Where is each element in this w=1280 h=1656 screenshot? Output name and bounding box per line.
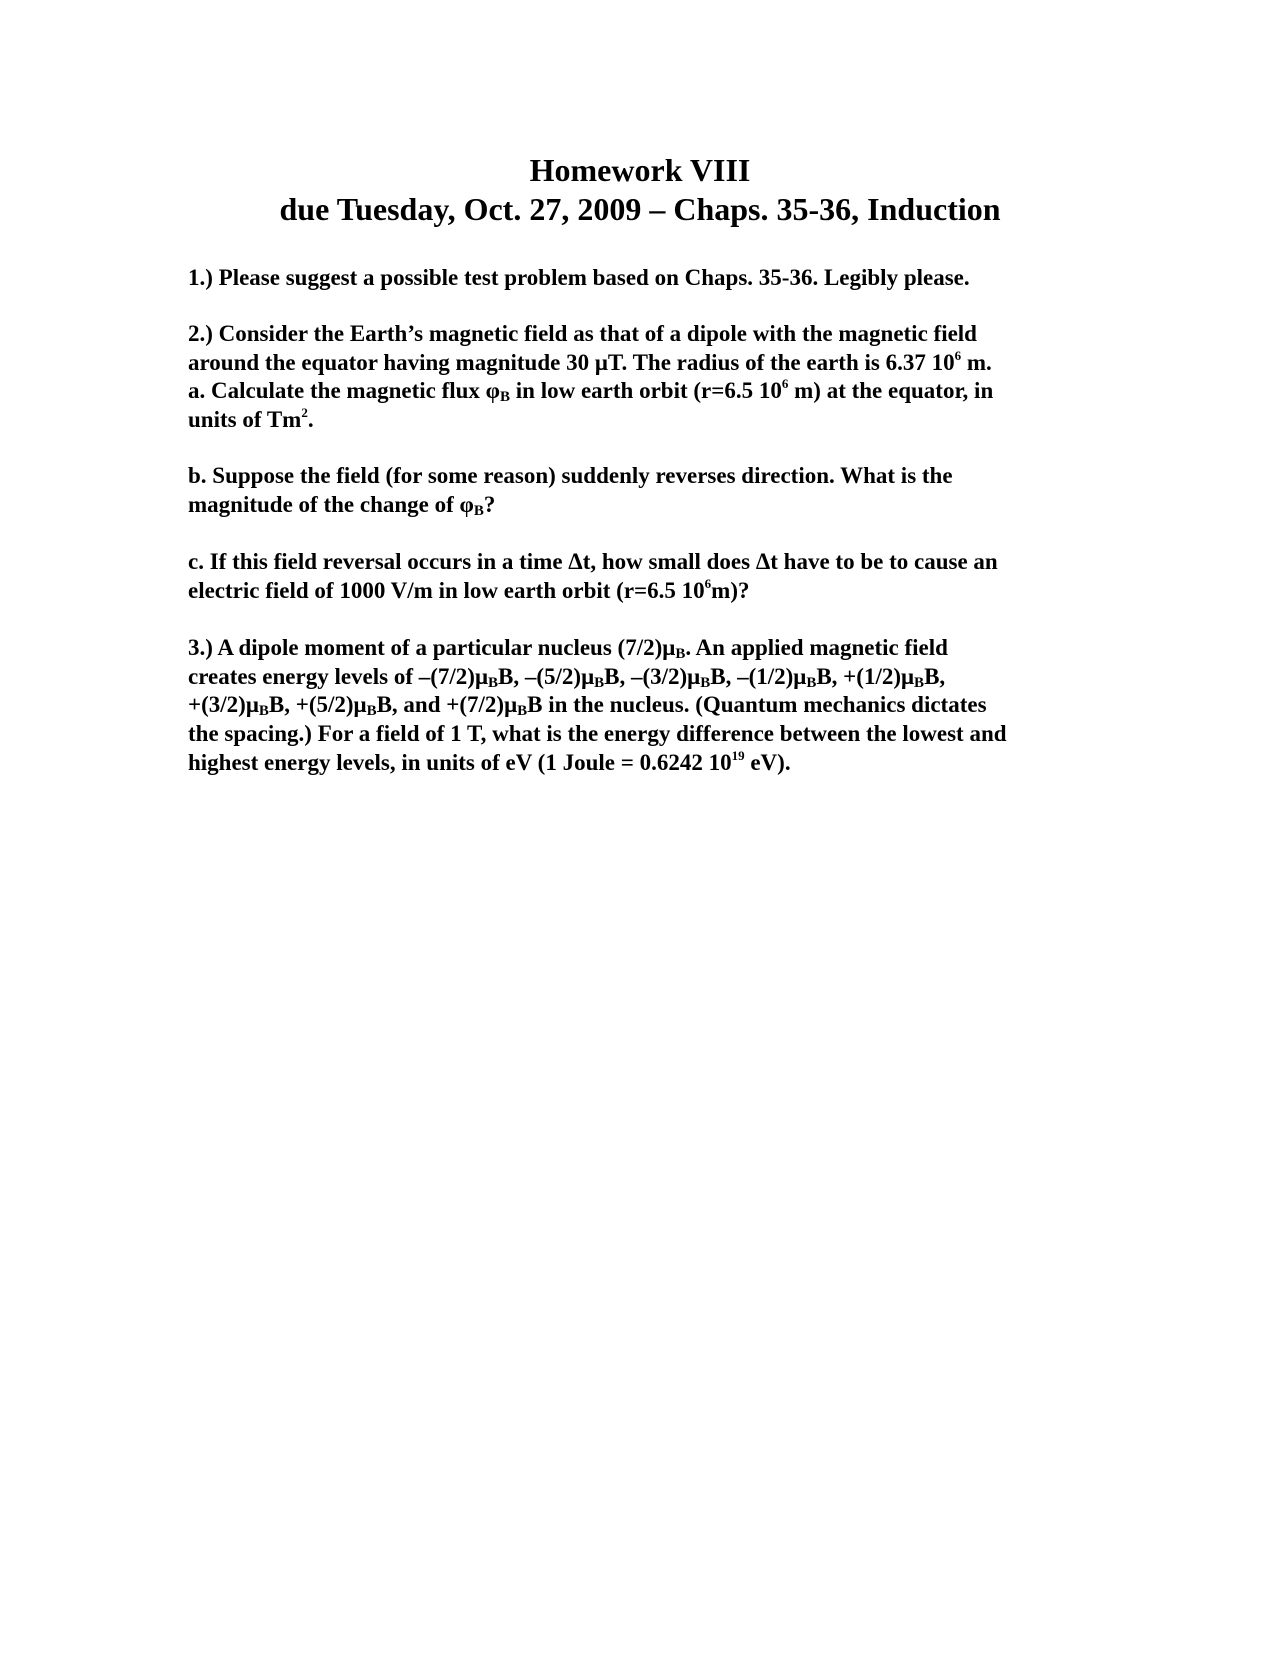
page-subtitle: due Tuesday, Oct. 27, 2009 – Chaps. 35-36, Induction bbox=[279, 191, 1001, 227]
problem-2c-line-1: c. If this field reversal occurs in a time Δt, how small does Δt have to be to cause an bbox=[188, 549, 998, 574]
problem-2b-line-1: b. Suppose the field (for some reason) suddenly reverses direction. What is the bbox=[188, 463, 953, 488]
problem-2a-line-1: a. Calculate the magnetic flux $\varphi_B$ in low earth orbit (r=6.5 $10^6$ m) at the equator, in bbox=[188, 376, 994, 406]
problem-2c-line-2: electric field of 1000 V/m in low earth orbit (r=6.5 $10^6m$)? bbox=[188, 575, 750, 603]
problem-3-line-1: 3.) A dipole moment of a particular nucleus $(7/2)\mu_B$. An applied magnetic field bbox=[188, 635, 948, 662]
problem-3-line-4: the spacing.) For a field of 1 T, what is the energy difference between the lowest and bbox=[188, 721, 1007, 747]
problem-2b bbox=[188, 462, 1098, 519]
problem-2 bbox=[188, 320, 1098, 435]
problem-2b-line-2: magnitude of the change of $\varphi_B$? bbox=[188, 491, 496, 519]
problem-3 bbox=[188, 634, 1098, 778]
problem-3-line-3: $+(3/2)\mu_BB$, $+(5/2)\mu_BB$, and $+(7/2)\mu_BB$ in the nucleus. (Quantum mechanics dictates bbox=[188, 692, 987, 720]
problem-2-line-2: around the equator having magnitude 30 μT. The radius of the earth is 6.37 $10^6$ m. bbox=[188, 347, 992, 375]
page-title: Homework VIII bbox=[529, 152, 751, 188]
problem-3-line-5: highest energy levels, in units of eV (1 Joule = 0.6242 $10^{19}$ eV). bbox=[188, 747, 791, 775]
problem-2a-line-2: units of Tm$^2$. bbox=[188, 405, 314, 433]
problem-1 bbox=[188, 264, 1098, 293]
problem-2c bbox=[188, 548, 1098, 605]
problem-2-line-1: 2.) Consider the Earth’s magnetic field as that of a dipole with the magnetic field bbox=[188, 321, 977, 346]
problem-1-text: 1.) Please suggest a possible test problem based on Chaps. 35-36. Legibly please. bbox=[188, 265, 970, 290]
problem-3-line-2: creates energy levels of $-(7/2)\mu_BB$, $-(5/2)\mu_BB$, $-(3/2)\mu_BB$, $-(1/2)\mu_BB$, $+(1/2)\mu_BB$, bbox=[188, 663, 946, 691]
